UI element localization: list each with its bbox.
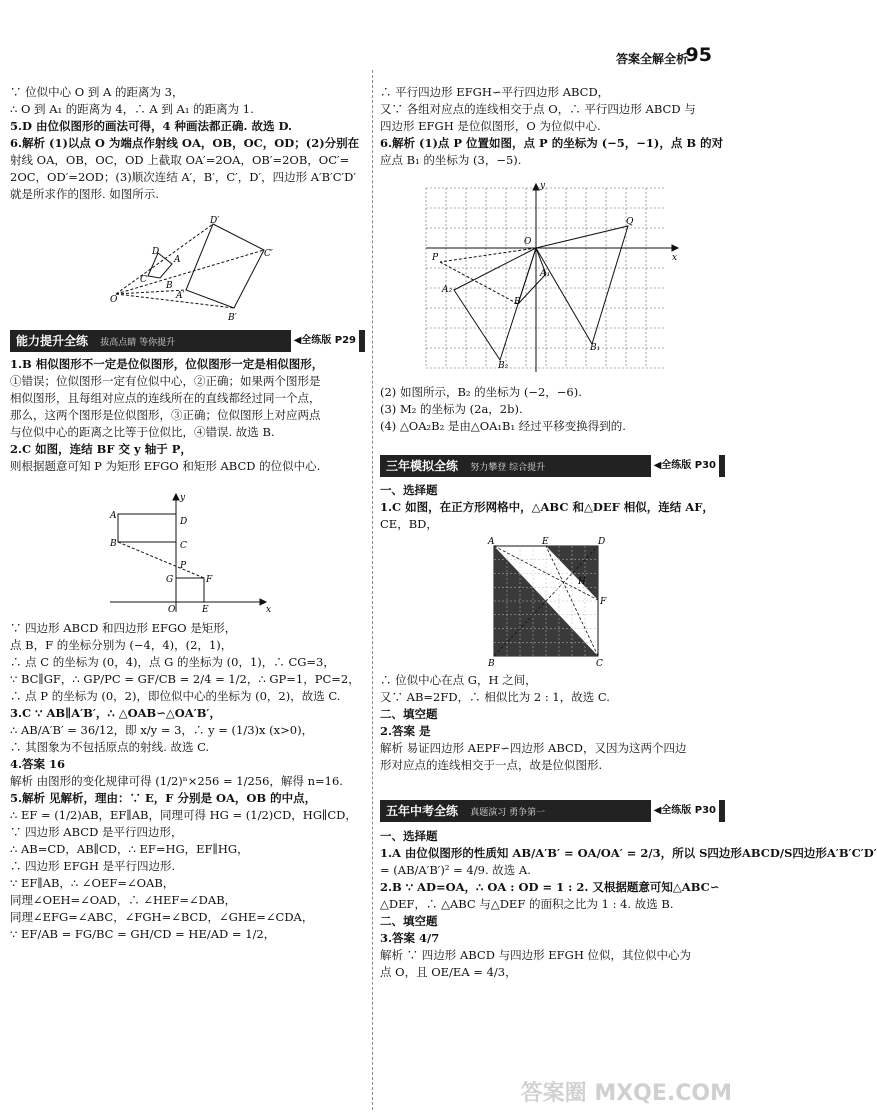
label-A: A (110, 511, 117, 521)
text-line: ∵ 位似中心 O 到 A 的距离为 3， (10, 85, 184, 99)
text-line: 6.解析 (1)点 P 位置如图，点 P 的坐标为 (−5，−1)，点 B 的对 (380, 136, 724, 150)
watermark: 答案圈 MXQE.COM (520, 1081, 732, 1106)
text-line: ∴ 点 P 的坐标为 (0，2)，即位似中心的坐标为 (0，2)，故选 C. (10, 689, 341, 703)
text-line: CE，BD， (380, 517, 438, 531)
figure-square-grid-triangles (486, 536, 616, 668)
label-B1: B₁ (590, 343, 601, 353)
text-line: 四边形 EFGH 是位似图形，O 为位似中心. (380, 119, 601, 133)
label-P: P (180, 561, 187, 571)
text-line: 形对应点的连线相交于一点，故是位似图形. (380, 758, 603, 772)
text-line: 1.A 由位似图形的性质知 AB/A′B′ = OA/OA′ = 2/3，所以 S四边形ABCD/S四边形A′B′C′D′ (380, 846, 877, 860)
text-line: 3.C ∵ AB∥A′B′，∴ △OAB∽△OA′B′， (10, 706, 221, 720)
text-line: 点 O，且 OE/EA = 4/3， (380, 965, 517, 979)
left-column-top (10, 84, 370, 203)
left-column-mid (10, 356, 370, 475)
label-D: D (152, 247, 160, 257)
text-line: 1.B 相似图形不一定是位似图形，位似图形一定是相似图形， (10, 357, 324, 371)
header-title: 答案全解全析 (615, 52, 688, 66)
text-line: 又∵ AB=2FD，∴ 相似比为 2 : 1，故选 C. (380, 690, 610, 704)
text-line: 二、填空题 (380, 914, 438, 928)
text-line: 应点 B₁ 的坐标为 (3，−5). (380, 153, 522, 167)
label-D: D (180, 517, 188, 527)
section-subtitle: 努力攀登 综合提升 (470, 463, 546, 473)
label-C-prime: C′ (264, 249, 273, 259)
label-O: O (110, 295, 118, 305)
section-title: 五年中考全练 (386, 804, 459, 818)
label-y: y (180, 493, 186, 503)
left-column-bottom (10, 620, 370, 943)
section-subtitle: 真题演习 勇争第一 (470, 808, 546, 818)
label-x: x (266, 605, 272, 615)
text-line: 与位似中心的距离之比等于位似比，④错误. 故选 B. (10, 425, 275, 439)
text-line: ∵ BC∥GF，∴ GP/PC = GF/CB = 2/4 = 1/2，∴ GP=1，PC=2， (10, 672, 360, 686)
label-C: C (140, 275, 147, 285)
text-line: ∴ O 到 A₁ 的距离为 4，∴ A 到 A₁ 的距离为 1. (10, 102, 254, 116)
text-line: 2OC，OD′=2OD；(3)顺次连结 A′，B′，C′，D′，四边形 A′B′C′D′ (10, 170, 356, 184)
text-line: (3) M₂ 的坐标为 (2a，2b). (380, 402, 523, 416)
label-O: O (524, 237, 532, 247)
right-column-s2-top (380, 482, 735, 533)
text-line: 那么，这两个图形是位似图形，③正确；位似图形上对应两点 (10, 408, 321, 422)
label-O: O (168, 605, 176, 615)
text-line: (4) △OA₂B₂ 是由△OA₁B₁ 经过平移变换得到的. (380, 419, 626, 433)
text-line: 解析 ∵ 四边形 ABCD 与四边形 EFGH 位似，其位似中心为 (380, 948, 692, 962)
text-line: 一、选择题 (380, 483, 438, 497)
text-line: ∴ 位似中心在点 G，H 之间， (380, 673, 537, 687)
text-line: 4.答案 16 (10, 757, 66, 771)
text-line: ∴ 其图象为不包括原点的射线. 故选 C. (10, 740, 210, 754)
text-line: 1.C 如图，在正方形网格中，△ABC 和△DEF 相似，连结 AF， (380, 500, 714, 514)
text-line: ∴ EF = (1/2)AB，EF∥AB，同理可得 HG = (1/2)CD，HG∥CD， (10, 808, 357, 822)
text-line: ∴ 四边形 EFGH 是平行四边形. (10, 859, 176, 873)
label-B: B (488, 659, 495, 669)
label-y: y (540, 181, 546, 191)
label-B2: B₂ (498, 361, 509, 371)
text-line: △DEF，∴ △ABC 与△DEF 的面积之比为 1 : 4. 故选 B. (380, 897, 674, 911)
label-A-prime: A′ (176, 291, 185, 301)
page-header (0, 0, 750, 66)
text-line: 解析 由图形的变化规律可得 (1/2)ⁿ×256 = 1/256，解得 n=16. (10, 774, 343, 788)
label-B-prime: B′ (228, 313, 237, 323)
label-G: G (166, 575, 174, 585)
text-line: 一、选择题 (380, 829, 438, 843)
label-G: G (556, 585, 564, 595)
label-F: F (600, 597, 607, 607)
label-B: B (166, 281, 173, 291)
label-D-prime: D′ (210, 216, 220, 226)
text-line: 点 B，F 的坐标分别为 (−4，4)，(2，1)， (10, 638, 233, 652)
text-line: 解析 易证四边形 AEPF∽四边形 ABCD，又因为这两个四边 (380, 741, 687, 755)
text-line: ∵ EF/AB = FG/BC = GH/CD = HE/AD = 1/2， (10, 927, 276, 941)
right-column-top (380, 84, 735, 169)
right-column-s2-bottom (380, 672, 735, 774)
figure-quadrilateral-enlargement (110, 216, 280, 324)
label-E: E (202, 605, 209, 615)
section-title: 能力提升全练 (16, 334, 89, 348)
text-line: 5.D 由位似图形的画法可得，4 种画法都正确. 故选 D. (10, 119, 293, 133)
text-line: 3.答案 4/7 (380, 931, 440, 945)
text-line: 射线 OA，OB，OC，OD 上截取 OA′=2OA，OB′=2OB，OC′= (10, 153, 350, 167)
section-banner-mock (380, 455, 725, 477)
label-H: H (578, 577, 586, 587)
label-Q: Q (626, 217, 634, 227)
label-A2: A₂ (442, 285, 453, 295)
text-line: 又∵ 各组对应点的连线相交于点 O，∴ 平行四边形 ABCD 与 (380, 102, 696, 116)
section-banner-exam (380, 800, 725, 822)
text-line: 2.答案 是 (380, 724, 431, 738)
page-number: 95 (685, 44, 712, 66)
label-x: x (672, 253, 678, 263)
label-B: B (514, 297, 521, 307)
text-line: 则根据题意可知 P 为矩形 EFGO 和矩形 ABCD 的位似中心. (10, 459, 321, 473)
column-divider (372, 70, 373, 1110)
label-D: D (598, 537, 606, 547)
right-column-mid (380, 384, 735, 435)
right-column-s3 (380, 828, 877, 981)
section-subtitle: 拔高点睛 等你提升 (100, 338, 176, 348)
label-C: C (596, 659, 603, 669)
text-line: 二、填空题 (380, 707, 438, 721)
section-ref: ◀全练版 P30 (651, 455, 719, 477)
text-line: 就是所求作的图形. 如图所示. (10, 187, 159, 201)
text-line: ∵ 四边形 ABCD 和四边形 EFGO 是矩形， (10, 621, 237, 635)
text-line: = (AB/A′B′)² = 4/9. 故选 A. (380, 863, 531, 877)
text-line: 2.C 如图，连结 BF 交 y 轴于 P， (10, 442, 192, 456)
label-B: B (110, 539, 117, 549)
text-line: 6.解析 (1)以点 O 为端点作射线 OA，OB，OC，OD；(2)分别在 (10, 136, 360, 150)
figure-grid-coordinate (422, 178, 684, 374)
text-line: ∵ 四边形 ABCD 是平行四边形， (10, 825, 183, 839)
section-banner-ability (10, 330, 365, 352)
text-line: (2) 如图所示，B₂ 的坐标为 (−2，−6). (380, 385, 582, 399)
text-line: 5.解析 见解析，理由：∵ E，F 分别是 OA，OB 的中点， (10, 791, 317, 805)
label-E: E (542, 537, 549, 547)
label-A: A (174, 255, 181, 265)
label-C: C (180, 541, 187, 551)
text-line: ∴ 平行四边形 EFGH∽平行四边形 ABCD， (380, 85, 610, 99)
text-line: 相似图形，且每组对应点的连线所在的直线都经过同一个点， (10, 391, 321, 405)
label-A: A (488, 537, 495, 547)
section-ref: ◀全练版 P30 (651, 800, 719, 822)
label-F: F (206, 575, 213, 585)
label-A1: A₁ (540, 269, 551, 279)
text-line: ∴ AB=CD，AB∥CD，∴ EF=HG，EF∥HG， (10, 842, 249, 856)
text-line: ①错误；位似图形一定有位似中心，②正确；如果两个图形是 (10, 374, 321, 388)
text-line: 2.B ∵ AD=OA，∴ OA : OD = 1 : 2. 又根据题意可知△ABC∽ (380, 880, 720, 894)
text-line: ∴ 点 C 的坐标为 (0，4)，点 G 的坐标为 (0，1)，∴ CG=3， (10, 655, 335, 669)
text-line: 同理∠OEH=∠OAD，∴ ∠HEF=∠DAB， (10, 893, 237, 907)
label-P: P (432, 253, 439, 263)
section-ref: ◀全练版 P29 (291, 330, 359, 352)
section-title: 三年模拟全练 (386, 459, 459, 473)
text-line: 同理∠EFG=∠ABC，∠FGH=∠BCD，∠GHE=∠CDA， (10, 910, 314, 924)
figure-rectangles-coordinate (106, 490, 276, 614)
text-line: ∴ AB/A′B′ = 36/12，即 x/y = 3，∴ y = (1/3)x (x>0)， (10, 723, 314, 737)
text-line: ∵ EF∥AB，∴ ∠OEF=∠OAB， (10, 876, 175, 890)
